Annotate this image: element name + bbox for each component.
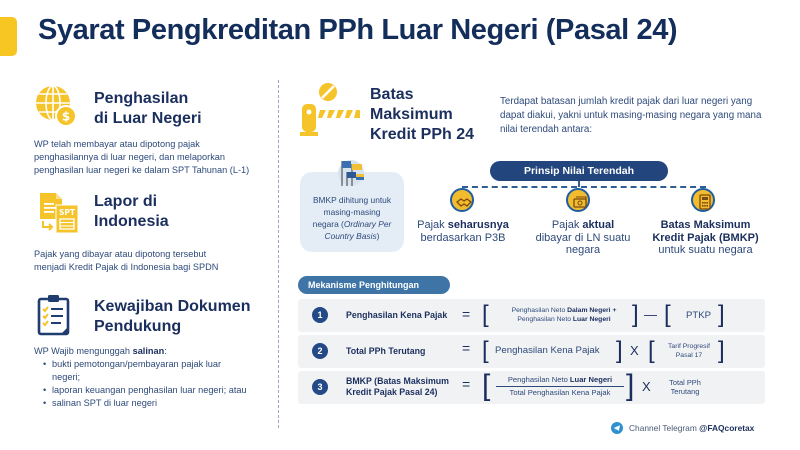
calculator-icon [691,188,715,212]
bracket-close: ] [718,301,725,328]
clipboard-checklist-icon [37,294,71,341]
formula-row-2 [298,335,765,368]
spt-document-icon [38,191,80,240]
bracket-open: [ [482,369,491,402]
section-body: Pajak yang dibayar atau dipotong tersebut menjadi Kredit Pajak di Indonesia bagi SPDN [34,249,219,272]
list-item: • laporan keuangan penghasilan luar negeri; atau [44,384,249,397]
section-heading: Lapor di Indonesia [94,193,169,230]
bracket-open: [ [664,301,671,328]
barrier-gate-icon [298,82,362,143]
formula-fraction: Penghasilan Neto Luar Negeri Total Penghasilan Kena Pajak [496,374,624,399]
formula-label: BMKP (Batas Maksimum Kredit Pajak Pasal 24) [346,376,449,397]
connector-line [462,186,706,188]
flags-icon [337,158,365,193]
bracket-close: ] [616,337,623,364]
formula-row-1 [298,299,765,332]
telegram-text: Channel Telegram @FAQcoretax [629,423,755,433]
list-item: • salinan SPT di luar negeri [44,397,249,410]
equals-sign: = [462,376,471,392]
batas-description: Terdapat batasan jumlah kredit pajak dari luar negeri yang dapat diakui, yakni untuk masing-masing negara yang mana nilai terendah antara: [500,96,762,135]
prinsip-item-bmkp: Batas Maksimum Kredit Pajak (BMKP) untuk suatu negara [652,219,759,256]
step-badge: 3 [312,379,328,395]
formula-term: Tarif Progresif Pasal 17 [668,343,710,359]
formula-term: Penghasilan Neto Dalam Negeri + Penghasilan Neto Luar Negeri [511,307,617,323]
step-badge: 2 [312,343,328,359]
globe-dollar-icon [34,84,78,133]
formula-term: PTKP [686,310,712,321]
batas-heading: Batas Maksimum Kredit PPh 24 [370,86,475,143]
section-heading: Kewajiban Dokumen Pendukung [94,298,251,335]
telegram-credit[interactable] [611,422,754,434]
minus-operator: — [644,307,657,322]
telegram-icon [611,422,623,434]
section-body: WP telah membayar atau dipotong pajak penghasilannya di luar negeri, dan melaporkan penghasilan luar negeri ke dalam SPT Tahunan (L-1) [34,139,250,175]
bmkp-card-text: BMKP dihitung untuk masing-masing negara (Ordinary Per Country Basis) [312,195,392,241]
equals-sign: = [462,340,471,356]
formula-term: Total PPh Terutang [669,378,701,396]
bracket-close: ] [626,369,635,402]
list-item: • bukti pemotongan/pembayaran pajak luar negeri; [44,358,249,384]
bracket-open: [ [482,337,489,364]
formula-label: Penghasilan Kena Pajak [346,310,448,320]
page-title: Syarat Pengkreditan PPh Luar Negeri (Pasal 24) [38,14,678,46]
money-stack-icon [566,188,590,212]
svg-text:$: $ [61,109,71,124]
multiply-operator: X [630,343,639,358]
prinsip-pill: Prinsip Nilai Terendah [490,161,668,181]
bracket-close: ] [632,301,639,328]
prinsip-item-aktual: Pajak aktual dibayar di LN suatu negara [535,219,631,256]
formula-row-3 [298,371,765,404]
formula-label: Total PPh Terutang [346,346,426,356]
bracket-close: ] [718,337,725,364]
multiply-operator: X [642,379,651,394]
bracket-open: [ [648,337,655,364]
accent-bar [0,17,17,56]
formula-term: Penghasilan Kena Pajak [495,345,600,356]
prinsip-item-seharusnya: Pajak seharusnya berdasarkan P3B [417,219,509,244]
svg-text:SPT: SPT [58,208,76,217]
intro-text: WP Wajib mengunggah salinan: [34,346,167,356]
document-list [44,358,249,410]
section-body [34,345,279,410]
section-heading: Penghasilan di Luar Negeri [94,90,202,127]
step-badge: 1 [312,307,328,323]
bracket-open: [ [482,301,489,328]
mekanisme-pill: Mekanisme Penghitungan [298,276,450,294]
handshake-icon [450,188,474,212]
equals-sign: = [462,306,471,322]
